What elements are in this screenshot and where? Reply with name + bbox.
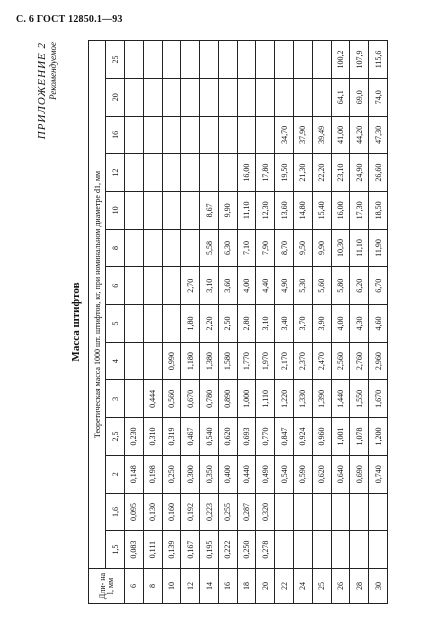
mass-cell: 2,960 — [369, 342, 388, 380]
table-body — [125, 41, 388, 604]
length-cell: 18 — [237, 569, 256, 604]
mass-cell — [200, 41, 219, 79]
mass-cell: 16,00 — [331, 191, 350, 229]
mass-cell — [181, 78, 200, 116]
mass-cell: 14,80 — [294, 191, 313, 229]
mass-cell — [275, 531, 294, 569]
mass-cell: 107,9 — [350, 41, 369, 79]
mass-cell: 2,50 — [218, 305, 237, 343]
mass-cell — [350, 531, 369, 569]
mass-cell — [162, 78, 181, 116]
mass-cell — [369, 531, 388, 569]
diameter-header: 10 — [106, 191, 125, 229]
table-row — [369, 41, 388, 604]
mass-cell: 39,49 — [312, 116, 331, 154]
mass-cell — [200, 154, 219, 192]
mass-cell: 0,960 — [312, 418, 331, 456]
mass-cell: 1,180 — [181, 342, 200, 380]
mass-cell: 2,70 — [181, 267, 200, 305]
mass-cell: 0,467 — [181, 418, 200, 456]
mass-cell — [294, 78, 313, 116]
mass-cell — [143, 342, 162, 380]
mass-cell — [237, 41, 256, 79]
mass-cell — [200, 78, 219, 116]
mass-cell: 3,60 — [218, 267, 237, 305]
mass-cell: 41,00 — [331, 116, 350, 154]
mass-cell: 0,620 — [312, 455, 331, 493]
mass-cell: 0,540 — [200, 418, 219, 456]
mass-cell: 3,10 — [256, 305, 275, 343]
mass-cell: 0,440 — [237, 455, 256, 493]
mass-cell: 37,90 — [294, 116, 313, 154]
mass-cell: 18,50 — [369, 191, 388, 229]
mass-cell: 1,970 — [256, 342, 275, 380]
pin-mass-table — [88, 40, 388, 604]
mass-cell: 0,780 — [200, 380, 219, 418]
mass-cell: 0,250 — [237, 531, 256, 569]
mass-cell — [181, 41, 200, 79]
length-cell: 22 — [275, 569, 294, 604]
mass-cell: 0,300 — [181, 455, 200, 493]
mass-cell: 0,444 — [143, 380, 162, 418]
diameter-header: 3 — [106, 380, 125, 418]
mass-cell — [275, 78, 294, 116]
mass-cell: 0,590 — [294, 455, 313, 493]
mass-cell: 0,770 — [256, 418, 275, 456]
table-title: Масса штифтов — [70, 282, 82, 362]
mass-cell: 0,640 — [331, 455, 350, 493]
mass-cell: 0,693 — [237, 418, 256, 456]
mass-cell — [275, 493, 294, 531]
mass-cell: 1,770 — [237, 342, 256, 380]
mass-cell: 0,310 — [143, 418, 162, 456]
mass-cell — [162, 41, 181, 79]
mass-cell: 8,70 — [275, 229, 294, 267]
table-row — [256, 41, 275, 604]
length-cell: 28 — [350, 569, 369, 604]
length-cell: 30 — [369, 569, 388, 604]
mass-cell — [125, 41, 144, 79]
table-row — [125, 41, 144, 604]
mass-cell — [143, 191, 162, 229]
mass-cell — [294, 41, 313, 79]
mass-cell — [181, 191, 200, 229]
mass-cell: 15,40 — [312, 191, 331, 229]
mass-cell — [125, 116, 144, 154]
mass-cell — [331, 531, 350, 569]
mass-cell: 2,370 — [294, 342, 313, 380]
mass-cell: 6,30 — [218, 229, 237, 267]
mass-cell: 1,110 — [256, 380, 275, 418]
mass-cell — [143, 229, 162, 267]
mass-cell — [143, 41, 162, 79]
diameter-header: 20 — [106, 78, 125, 116]
mass-cell: 0,690 — [350, 455, 369, 493]
mass-cell: 4,30 — [350, 305, 369, 343]
mass-cell: 6,70 — [369, 267, 388, 305]
mass-cell: 0,223 — [200, 493, 219, 531]
length-cell: 10 — [162, 569, 181, 604]
mass-cell — [125, 342, 144, 380]
length-cell: 6 — [125, 569, 144, 604]
mass-cell: 1,000 — [237, 380, 256, 418]
mass-cell — [237, 116, 256, 154]
mass-cell: 22,20 — [312, 154, 331, 192]
mass-cell — [125, 78, 144, 116]
table-row — [312, 41, 331, 604]
mass-cell: 1,078 — [350, 418, 369, 456]
mass-cell — [218, 116, 237, 154]
mass-cell: 4,90 — [275, 267, 294, 305]
diameter-header: 2,5 — [106, 418, 125, 456]
mass-cell — [125, 305, 144, 343]
mass-cell: 44,20 — [350, 116, 369, 154]
mass-cell: 0,160 — [162, 493, 181, 531]
mass-cell — [312, 493, 331, 531]
mass-cell: 0,540 — [275, 455, 294, 493]
mass-cell — [312, 41, 331, 79]
mass-cell: 0,924 — [294, 418, 313, 456]
mass-cell: 3,40 — [275, 305, 294, 343]
mass-cell: 5,30 — [294, 267, 313, 305]
mass-cell: 23,10 — [331, 154, 350, 192]
table-row — [350, 41, 369, 604]
mass-cell: 0,560 — [162, 380, 181, 418]
mass-cell: 9,90 — [218, 191, 237, 229]
mass-cell — [162, 154, 181, 192]
mass-cell: 12,30 — [256, 191, 275, 229]
mass-cell — [369, 493, 388, 531]
mass-cell: 13,60 — [275, 191, 294, 229]
mass-cell: 69,0 — [350, 78, 369, 116]
mass-cell — [143, 154, 162, 192]
rotated-page-content — [36, 40, 391, 604]
mass-cell: 1,440 — [331, 380, 350, 418]
mass-cell — [143, 116, 162, 154]
mass-cell — [143, 78, 162, 116]
mass-cell: 100,2 — [331, 41, 350, 79]
mass-cell: 9,90 — [312, 229, 331, 267]
diameter-header: 5 — [106, 305, 125, 343]
length-column-header: Дли- на l, мм — [89, 569, 125, 604]
mass-cell: 9,50 — [294, 229, 313, 267]
mass-cell: 4,40 — [256, 267, 275, 305]
mass-cell — [200, 116, 219, 154]
mass-cell: 2,80 — [237, 305, 256, 343]
mass-cell: 34,70 — [275, 116, 294, 154]
mass-cell: 0,255 — [218, 493, 237, 531]
mass-cell: 0,198 — [143, 455, 162, 493]
mass-cell: 0,670 — [181, 380, 200, 418]
mass-cell: 0,130 — [143, 493, 162, 531]
mass-cell: 0,195 — [200, 531, 219, 569]
mass-cell — [125, 267, 144, 305]
mass-cell: 0,111 — [143, 531, 162, 569]
mass-cell: 1,580 — [218, 342, 237, 380]
table-row — [218, 41, 237, 604]
mass-cell — [143, 267, 162, 305]
mass-cell — [162, 229, 181, 267]
mass-cell: 4,00 — [331, 305, 350, 343]
length-cell: 12 — [181, 569, 200, 604]
mass-cell: 0,287 — [237, 493, 256, 531]
mass-cell: 6,20 — [350, 267, 369, 305]
diameter-header: 25 — [106, 41, 125, 79]
mass-cell: 5,58 — [200, 229, 219, 267]
mass-cell: 0,990 — [162, 342, 181, 380]
mass-cell: 16,00 — [237, 154, 256, 192]
appendix-title: ПРИЛОЖЕНИЕ 2 — [36, 42, 48, 140]
mass-cell: 0,620 — [218, 418, 237, 456]
mass-cell: 5,80 — [331, 267, 350, 305]
table-row — [181, 41, 200, 604]
mass-cell: 10,30 — [331, 229, 350, 267]
length-cell: 25 — [312, 569, 331, 604]
table-row — [331, 41, 350, 604]
mass-cell: 7,10 — [237, 229, 256, 267]
mass-cell: 1,550 — [350, 380, 369, 418]
diameter-header: 12 — [106, 154, 125, 192]
table-row — [162, 41, 181, 604]
length-cell: 20 — [256, 569, 275, 604]
mass-cell: 17,80 — [256, 154, 275, 192]
mass-cell — [162, 305, 181, 343]
mass-cell — [162, 267, 181, 305]
mass-cell: 3,90 — [312, 305, 331, 343]
mass-cell: 2,760 — [350, 342, 369, 380]
mass-cell: 1,390 — [312, 380, 331, 418]
mass-cell — [275, 41, 294, 79]
table-row — [237, 41, 256, 604]
mass-cell: 1,330 — [294, 380, 313, 418]
mass-cell: 5,60 — [312, 267, 331, 305]
mass-cell — [181, 229, 200, 267]
diameter-header: 4 — [106, 342, 125, 380]
mass-cell: 1,220 — [275, 380, 294, 418]
mass-cell: 26,60 — [369, 154, 388, 192]
mass-cell: 0,890 — [218, 380, 237, 418]
mass-cell: 19,50 — [275, 154, 294, 192]
mass-cell: 3,10 — [200, 267, 219, 305]
mass-cell: 7,90 — [256, 229, 275, 267]
mass-cell: 0,139 — [162, 531, 181, 569]
mass-cell — [125, 154, 144, 192]
mass-cell: 0,740 — [369, 455, 388, 493]
length-cell: 16 — [218, 569, 237, 604]
mass-cell — [162, 191, 181, 229]
length-cell: 14 — [200, 569, 219, 604]
mass-cell — [143, 305, 162, 343]
mass-cell: 17,30 — [350, 191, 369, 229]
group-header: Теоретическая масса 1000 шт. штифтов, кг, при номинальном диаметре d1, мм — [89, 41, 106, 569]
mass-cell — [218, 41, 237, 79]
mass-cell: 1,670 — [369, 380, 388, 418]
page-header: С. 6 ГОСТ 12850.1—93 — [16, 14, 123, 25]
mass-cell: 11,10 — [350, 229, 369, 267]
mass-cell: 11,10 — [237, 191, 256, 229]
table-row — [275, 41, 294, 604]
diameter-header-row — [106, 41, 125, 604]
mass-cell: 1,80 — [181, 305, 200, 343]
mass-cell: 24,90 — [350, 154, 369, 192]
mass-cell: 0,095 — [125, 493, 144, 531]
length-cell: 26 — [331, 569, 350, 604]
mass-cell — [125, 380, 144, 418]
mass-cell: 0,847 — [275, 418, 294, 456]
mass-cell: 11,90 — [369, 229, 388, 267]
mass-cell — [294, 493, 313, 531]
table-row — [294, 41, 313, 604]
mass-cell: 64,1 — [331, 78, 350, 116]
mass-cell — [312, 531, 331, 569]
mass-cell: 0,222 — [218, 531, 237, 569]
mass-cell — [350, 493, 369, 531]
diameter-header: 2 — [106, 455, 125, 493]
mass-cell — [181, 116, 200, 154]
mass-cell: 1,001 — [331, 418, 350, 456]
mass-cell: 0,250 — [162, 455, 181, 493]
mass-cell — [294, 531, 313, 569]
mass-cell: 1,380 — [200, 342, 219, 380]
length-cell: 24 — [294, 569, 313, 604]
mass-cell — [256, 78, 275, 116]
mass-cell: 0,320 — [256, 493, 275, 531]
mass-cell: 0,083 — [125, 531, 144, 569]
mass-cell: 0,192 — [181, 493, 200, 531]
mass-cell: 1,200 — [369, 418, 388, 456]
mass-cell: 47,30 — [369, 116, 388, 154]
appendix-block — [36, 42, 58, 139]
mass-cell: 74,0 — [369, 78, 388, 116]
mass-cell: 0,490 — [256, 455, 275, 493]
mass-cell — [256, 41, 275, 79]
mass-cell: 0,319 — [162, 418, 181, 456]
mass-cell: 0,350 — [200, 455, 219, 493]
mass-cell — [218, 154, 237, 192]
mass-cell: 2,560 — [331, 342, 350, 380]
length-cell: 8 — [143, 569, 162, 604]
mass-cell — [312, 78, 331, 116]
mass-cell: 0,230 — [125, 418, 144, 456]
mass-cell: 4,00 — [237, 267, 256, 305]
mass-cell: 2,20 — [200, 305, 219, 343]
mass-cell — [162, 116, 181, 154]
mass-cell: 0,148 — [125, 455, 144, 493]
mass-cell — [256, 116, 275, 154]
diameter-header: 16 — [106, 116, 125, 154]
mass-cell: 0,400 — [218, 455, 237, 493]
appendix-subtitle: Рекомендуемое — [48, 42, 58, 100]
mass-cell — [125, 229, 144, 267]
diameter-header: 8 — [106, 229, 125, 267]
table-row — [200, 41, 219, 604]
mass-cell: 21,30 — [294, 154, 313, 192]
mass-cell — [331, 493, 350, 531]
mass-cell: 2,170 — [275, 342, 294, 380]
diameter-header: 1,6 — [106, 493, 125, 531]
mass-cell — [181, 154, 200, 192]
table-row — [143, 41, 162, 604]
mass-cell: 115,6 — [369, 41, 388, 79]
diameter-header: 1,5 — [106, 531, 125, 569]
mass-cell: 0,278 — [256, 531, 275, 569]
diameter-header: 6 — [106, 267, 125, 305]
mass-cell — [218, 78, 237, 116]
mass-cell: 8,67 — [200, 191, 219, 229]
mass-cell: 3,70 — [294, 305, 313, 343]
mass-cell: 0,167 — [181, 531, 200, 569]
mass-cell — [237, 78, 256, 116]
mass-cell — [125, 191, 144, 229]
mass-cell: 2,470 — [312, 342, 331, 380]
mass-cell: 4,60 — [369, 305, 388, 343]
